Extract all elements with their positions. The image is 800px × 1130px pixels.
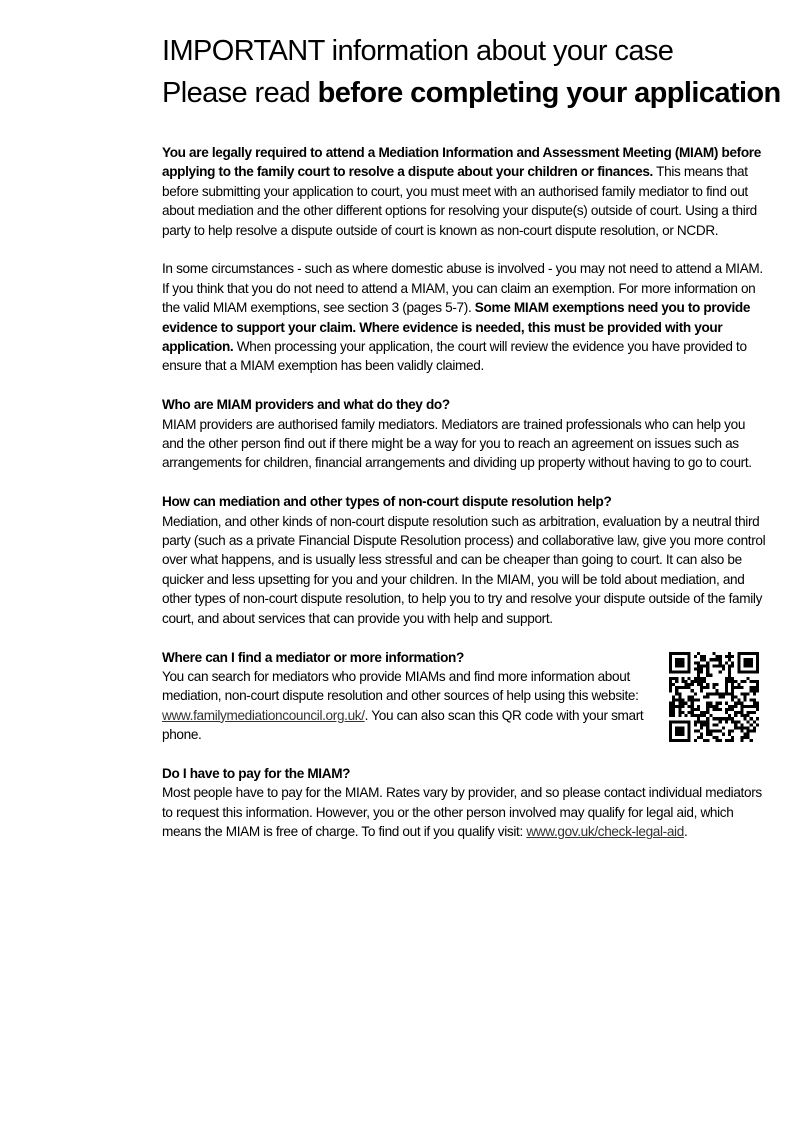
exemptions-bold: Some MIAM exemptions need you to provide evidence to support your claim. Where evidence is needed, this must be provided with your application. [162,300,751,355]
intro-bold: You are legally required to attend a Mediation Information and Assessment Meeting (MIAM) before applying to the family court to resolve a dispute about your children or finances. [162,145,761,180]
section-body: Mediation, and other kinds of non-court dispute resolution such as arbitration, evaluation by a neutral third party (such as a private Financial Dispute Resolution process) and collaborative law, give you more control over what happens, and is usually less stressful and can be cheaper than going to court. It can also be quicker and less upsetting for you and your children. In the MIAM, you will be told about mediation, and other types of non-court dispute resolution, to help you to try and resolve your dispute outside of the family court, and about services that can provide you with help and support. [162,513,766,626]
title-bold: before completing your application [317,77,781,109]
exemptions-text-2: When processing your application, the court will review the evidence you have provided to ensure that a MIAM exemption has been validly claimed. [162,339,747,374]
title-plain: Please read [162,77,318,109]
section-body [162,667,652,745]
find-text-before: You can search for mediators who provide MIAMs and find more information about mediation, non-court dispute resolution and other sources of help using this website: [162,668,639,704]
pay-text-before: Most people have to pay for the MIAM. Rates vary by provider, and so please contact individual mediators to request this information. However, you or the other person involved may qualify for legal aid, which means the MIAM is free of charge. To find out if you qualify visit: [162,785,762,840]
pay-text-after: . [683,824,688,840]
exemptions-text-1: In some circumstances - such as where domestic abuse is involved - you may not need to attend a MIAM. If you think that you do not need to attend a MIAM, you can claim an exemption. For more information on the valid MIAM exemptions, see section 3 (pages 5-7). [162,261,763,316]
section-providers [162,395,767,473]
section-heading: Who are MIAM providers and what do they do? [162,397,450,413]
title-line-2 [162,72,782,114]
qr-code-icon [669,652,759,742]
document-body [162,143,767,861]
page-title [162,30,782,114]
family-mediation-council-link[interactable]: www.familymediationcouncil.org.uk/ [162,707,365,723]
intro-paragraph [162,143,767,240]
section-heading: Where can I find a mediator or more information? [162,649,464,665]
section-heading: Do I have to pay for the MIAM? [162,765,351,781]
section-pay [162,764,767,842]
section-body: MIAM providers are authorised family mediators. Mediators are trained professionals who can help you and the other person find out if there might be a way for you to reach an agreement on issues such as arrangements for children, financial arrangements and dividing up property without having to go to court. [162,416,752,471]
intro-text: This means that before submitting your application to court, you must meet with an authorised family mediator to find out about mediation and the other different options for resolving your dispute(s) outside of court. Using a third party to help resolve a dispute outside of court is known as non-court dispute resolution, or NCDR. [162,164,757,238]
exemptions-paragraph [162,259,767,375]
section-heading: How can mediation and other types of non-court dispute resolution help? [162,494,612,510]
section-find [162,648,767,745]
section-body [162,783,767,841]
check-legal-aid-link[interactable]: www.gov.uk/check-legal-aid [526,824,684,840]
section-help [162,492,767,628]
title-line-1: IMPORTANT information about your case [162,35,674,67]
find-text-after: . You can also scan this QR code with your smart phone. [162,707,644,743]
